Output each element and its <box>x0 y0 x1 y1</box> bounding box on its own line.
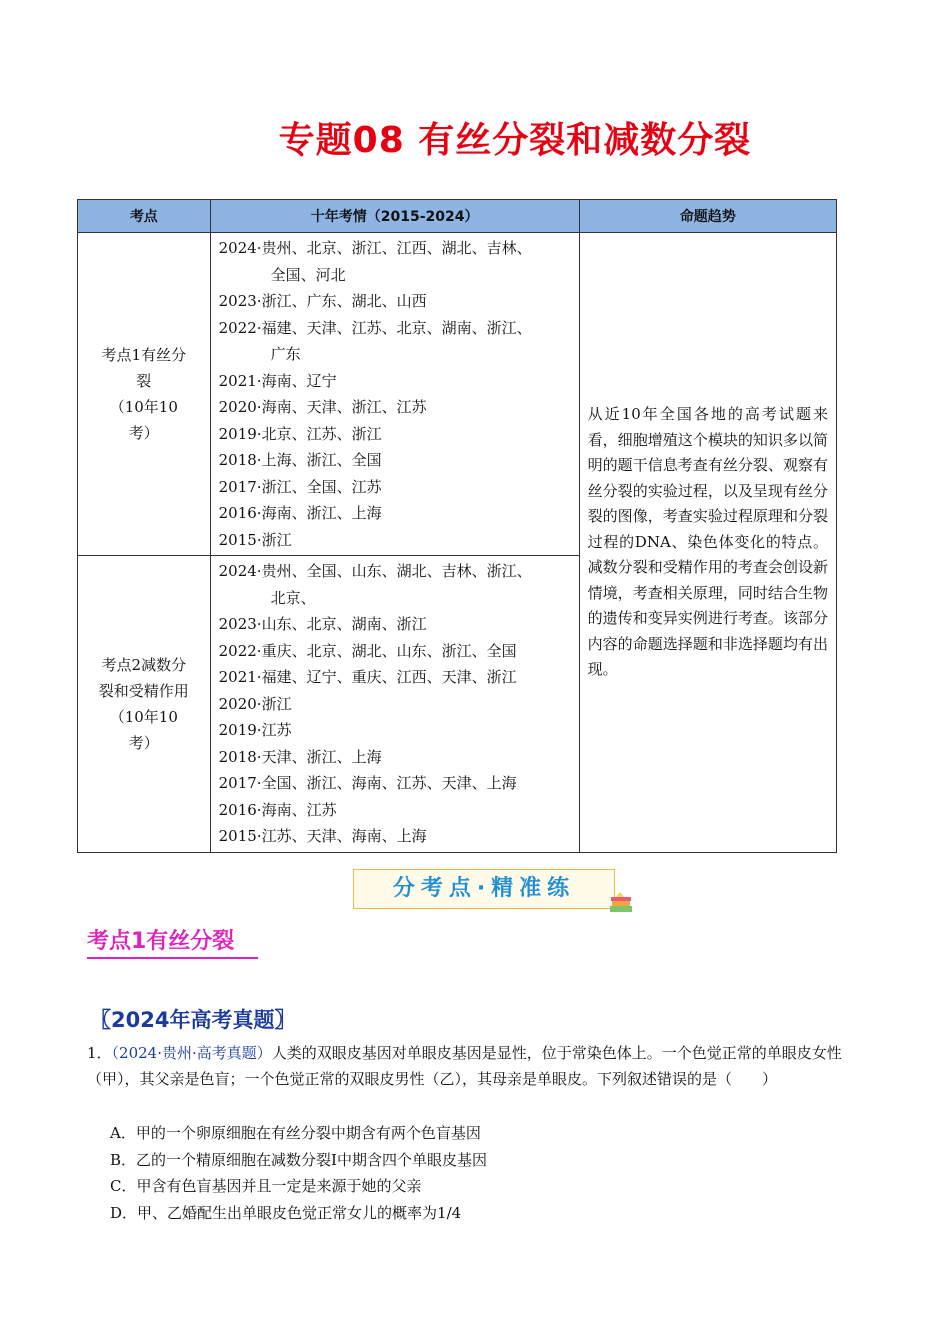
option-a[interactable]: A．甲的一个卵原细胞在有丝分裂中期含有两个色盲基因 <box>110 1124 481 1142</box>
kaodian-text: 考） <box>128 424 159 442</box>
kaodian-cell <box>78 556 211 853</box>
year-line-cont: 全国、河北 <box>270 265 346 284</box>
header-years: 十年考情（2015-2024） <box>210 200 579 233</box>
kaodian-text: 考） <box>128 733 159 752</box>
year-line: 2021·福建、辽宁、重庆、江西、天津、浙江 <box>218 668 517 686</box>
option-b[interactable]: B．乙的一个精原细胞在减数分裂Ⅰ中期含四个单眼皮基因 <box>110 1150 487 1169</box>
year-line: 2016·海南、江苏 <box>218 800 337 819</box>
summary-table <box>77 199 837 853</box>
question-source: （2024·贵州·高考真题） <box>111 1044 272 1062</box>
year-line: 2016·海南、浙江、上海 <box>218 504 382 522</box>
question-stem: 人类的双眼皮基因对单眼皮基因是显性，位于常染色体上。一个色觉正常的单眼皮女性（甲），其父亲是色盲；一个色觉正常的双眼皮男性（乙），其母亲是单眼皮。下列叙述错误的是（ ） <box>87 1044 842 1088</box>
year-line: 2015·江苏、天津、海南、上海 <box>218 827 427 845</box>
year-line: 2024·贵州、全国、山东、湖北、吉林、浙江、 <box>218 562 532 580</box>
header-trend: 命题趋势 <box>579 200 836 233</box>
page-title: 专题08 有丝分裂和减数分裂 <box>278 120 752 161</box>
year-line: 2024·贵州、北京、浙江、江西、湖北、吉林、 <box>218 239 532 257</box>
year-line: 2022·福建、天津、江苏、北京、湖南、浙江、 <box>218 318 532 337</box>
option-d[interactable]: D．甲、乙婚配生出单眼皮色觉正常女儿的概率为1/4 <box>110 1204 462 1223</box>
year-line: 2018·天津、浙江、上海 <box>218 747 382 766</box>
year-line: 2023·山东、北京、湖南、浙江 <box>218 615 427 633</box>
table-header-row <box>78 200 837 233</box>
table-row <box>78 233 837 556</box>
year-line: 2017·浙江、全国、江苏 <box>218 477 382 496</box>
kaodian-text: （10年10 <box>109 707 178 726</box>
year-line: 2015·浙江 <box>218 530 292 549</box>
trend-cell: 从近10年全国各地的高考试题来看，细胞增殖这个模块的知识多以简明的题干信息考查有丝分裂、观察有丝分裂的实验过程，以及呈现有丝分裂的图像，考查实验过程原理和分裂过程的DNA、染色体变化的特点。减数分裂和受精作用的考查会创设新情境，考查相关原理，同时结合生物的遗传和变异实例进行考查。该部分内容的命题选择题和非选择题均有出现。 <box>579 233 836 853</box>
section-title: 考点1有丝分裂 <box>87 927 258 959</box>
practice-banner: 分考点·精准练 <box>353 869 615 909</box>
header-kaodian: 考点 <box>78 200 211 233</box>
year-line-cont: 北京、 <box>270 588 316 607</box>
year-line: 2019·江苏 <box>218 721 292 739</box>
books-icon <box>608 892 634 914</box>
year-line: 2023·浙江、广东、湖北、山西 <box>218 292 427 310</box>
year-line: 2022·重庆、北京、湖北、山东、浙江、全国 <box>218 641 517 660</box>
kaodian-text: 裂和受精作用 <box>98 681 189 700</box>
year-line: 2020·海南、天津、浙江、江苏 <box>218 398 427 416</box>
kaodian-text: （10年10 <box>109 398 178 416</box>
year-line: 2019·北京、江苏、浙江 <box>218 424 382 443</box>
years-cell <box>210 233 579 556</box>
option-c[interactable]: C．甲含有色盲基因并且一定是来源于她的父亲 <box>110 1177 422 1196</box>
question-options <box>110 1120 487 1227</box>
kaodian-text: 考点1有丝分 <box>101 346 187 364</box>
kaodian-cell <box>78 233 211 556</box>
question-number: 1． <box>87 1044 112 1062</box>
subhead-2024: 〖2024年高考真题〗 <box>90 1008 296 1032</box>
year-line: 2017·全国、浙江、海南、江苏、天津、上海 <box>218 774 517 792</box>
kaodian-text: 裂 <box>136 372 152 390</box>
year-line: 2021·海南、辽宁 <box>218 371 337 390</box>
question-1 <box>87 1040 862 1092</box>
year-line-cont: 广东 <box>270 345 301 363</box>
year-line: 2020·浙江 <box>218 694 292 713</box>
kaodian-text: 考点2减数分 <box>101 655 187 674</box>
years-cell <box>210 556 579 853</box>
year-line: 2018·上海、浙江、全国 <box>218 451 382 469</box>
